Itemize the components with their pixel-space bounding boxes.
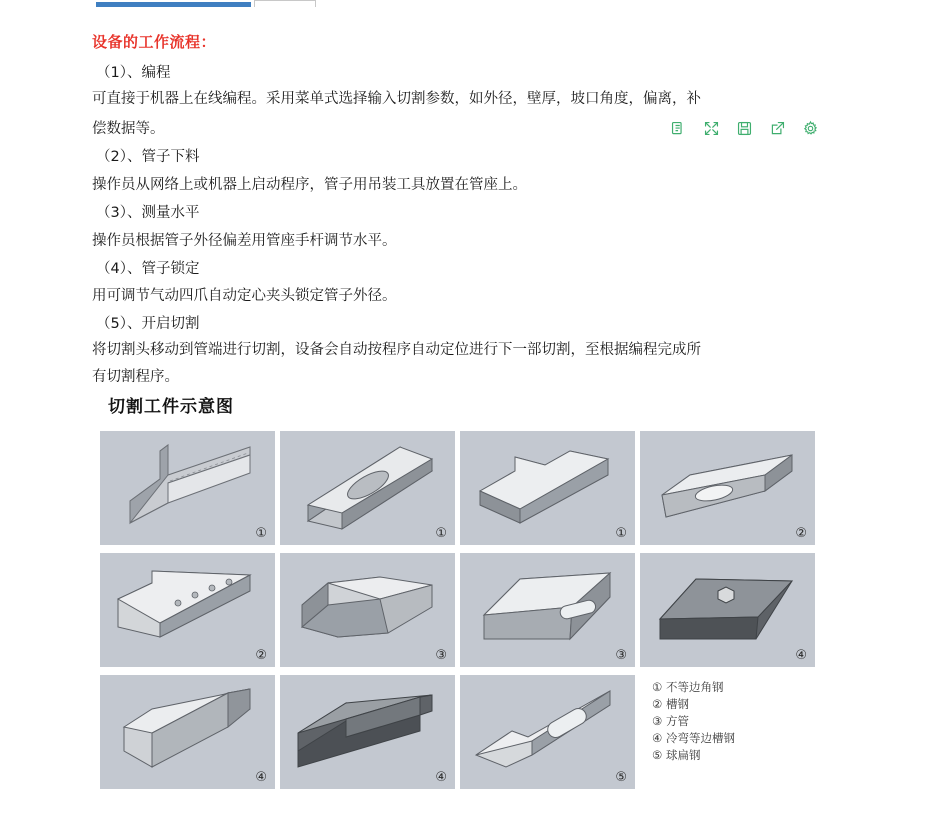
page-title: 设备的工作流程： [92, 33, 217, 51]
copy-icon[interactable] [665, 115, 691, 141]
tab-strip [96, 0, 318, 7]
step-5-body-line-1: 将切割头移动到管端进行切割，设备会自动按程序自动定位进行下一部切割，至根据编程完成所 [92, 342, 701, 358]
image-toolbar [663, 115, 825, 141]
figure-cell-4-number: ② [795, 526, 807, 541]
figure-cell-8-number: ④ [795, 648, 807, 663]
figure-legend [640, 675, 815, 789]
figure-cell-7-number: ③ [615, 648, 627, 663]
step-5-title: （5）、开启切割 [96, 316, 200, 332]
figure-cell-4[interactable] [640, 431, 815, 545]
figure-title: 切割工件示意图 [108, 397, 234, 417]
expand-icon[interactable] [698, 115, 724, 141]
step-3-title: （3）、测量水平 [96, 205, 200, 221]
legend-item-5: ⑤ 球扁钢 [652, 748, 701, 762]
step-1-body-line-2: 偿数据等。 [92, 121, 165, 137]
figure-cell-9[interactable] [100, 675, 275, 789]
figure-cell-5-number: ② [255, 648, 267, 663]
legend-item-3: ③ 方管 [652, 714, 689, 728]
step-2-body-line-1: 操作员从网络上或机器上启动程序，管子用吊装工具放置在管座上。 [92, 177, 527, 193]
figure-cell-5[interactable] [100, 553, 275, 667]
figure-cell-11[interactable] [460, 675, 635, 789]
figure-cell-1-number: ① [255, 526, 267, 541]
figure-cell-9-number: ④ [255, 770, 267, 785]
legend-item-4: ④ 冷弯等边槽钢 [652, 731, 735, 745]
tab-inactive[interactable] [254, 0, 316, 7]
tab-active[interactable] [96, 2, 251, 7]
figure-cell-2[interactable] [280, 431, 455, 545]
step-2-title: （2）、管子下料 [96, 149, 200, 165]
settings-icon[interactable] [797, 115, 823, 141]
step-4-body-line-1: 用可调节气动四爪自动定心夹头锁定管子外径。 [92, 288, 397, 304]
figure-cell-10[interactable] [280, 675, 455, 789]
save-icon[interactable] [731, 115, 757, 141]
step-5-body-line-2: 有切割程序。 [92, 369, 179, 385]
legend-item-2: ② 槽钢 [652, 697, 689, 711]
figure-cell-3[interactable] [460, 431, 635, 545]
share-icon[interactable] [764, 115, 790, 141]
figure-cell-8[interactable] [640, 553, 815, 667]
step-1-title: （1）、编程 [96, 65, 171, 81]
legend-item-1: ① 不等边角钢 [652, 680, 724, 694]
step-1-body-line-1: 可直接于机器上在线编程。采用菜单式选择输入切割参数，如外径，壁厚，坡口角度，偏离，补 [92, 91, 701, 107]
step-4-title: （4）、管子锁定 [96, 261, 200, 277]
figure-cell-2-number: ① [435, 526, 447, 541]
figure-cell-11-number: ⑤ [615, 770, 627, 785]
figure-cell-6[interactable] [280, 553, 455, 667]
figure-cell-1[interactable] [100, 431, 275, 545]
figure-cell-3-number: ① [615, 526, 627, 541]
figure-cell-6-number: ③ [435, 648, 447, 663]
figure-section [100, 392, 816, 789]
figure-grid [100, 431, 816, 789]
step-3-body-line-1: 操作员根据管子外径偏差用管座手杆调节水平。 [92, 233, 397, 249]
figure-cell-10-number: ④ [435, 770, 447, 785]
figure-cell-7[interactable] [460, 553, 635, 667]
